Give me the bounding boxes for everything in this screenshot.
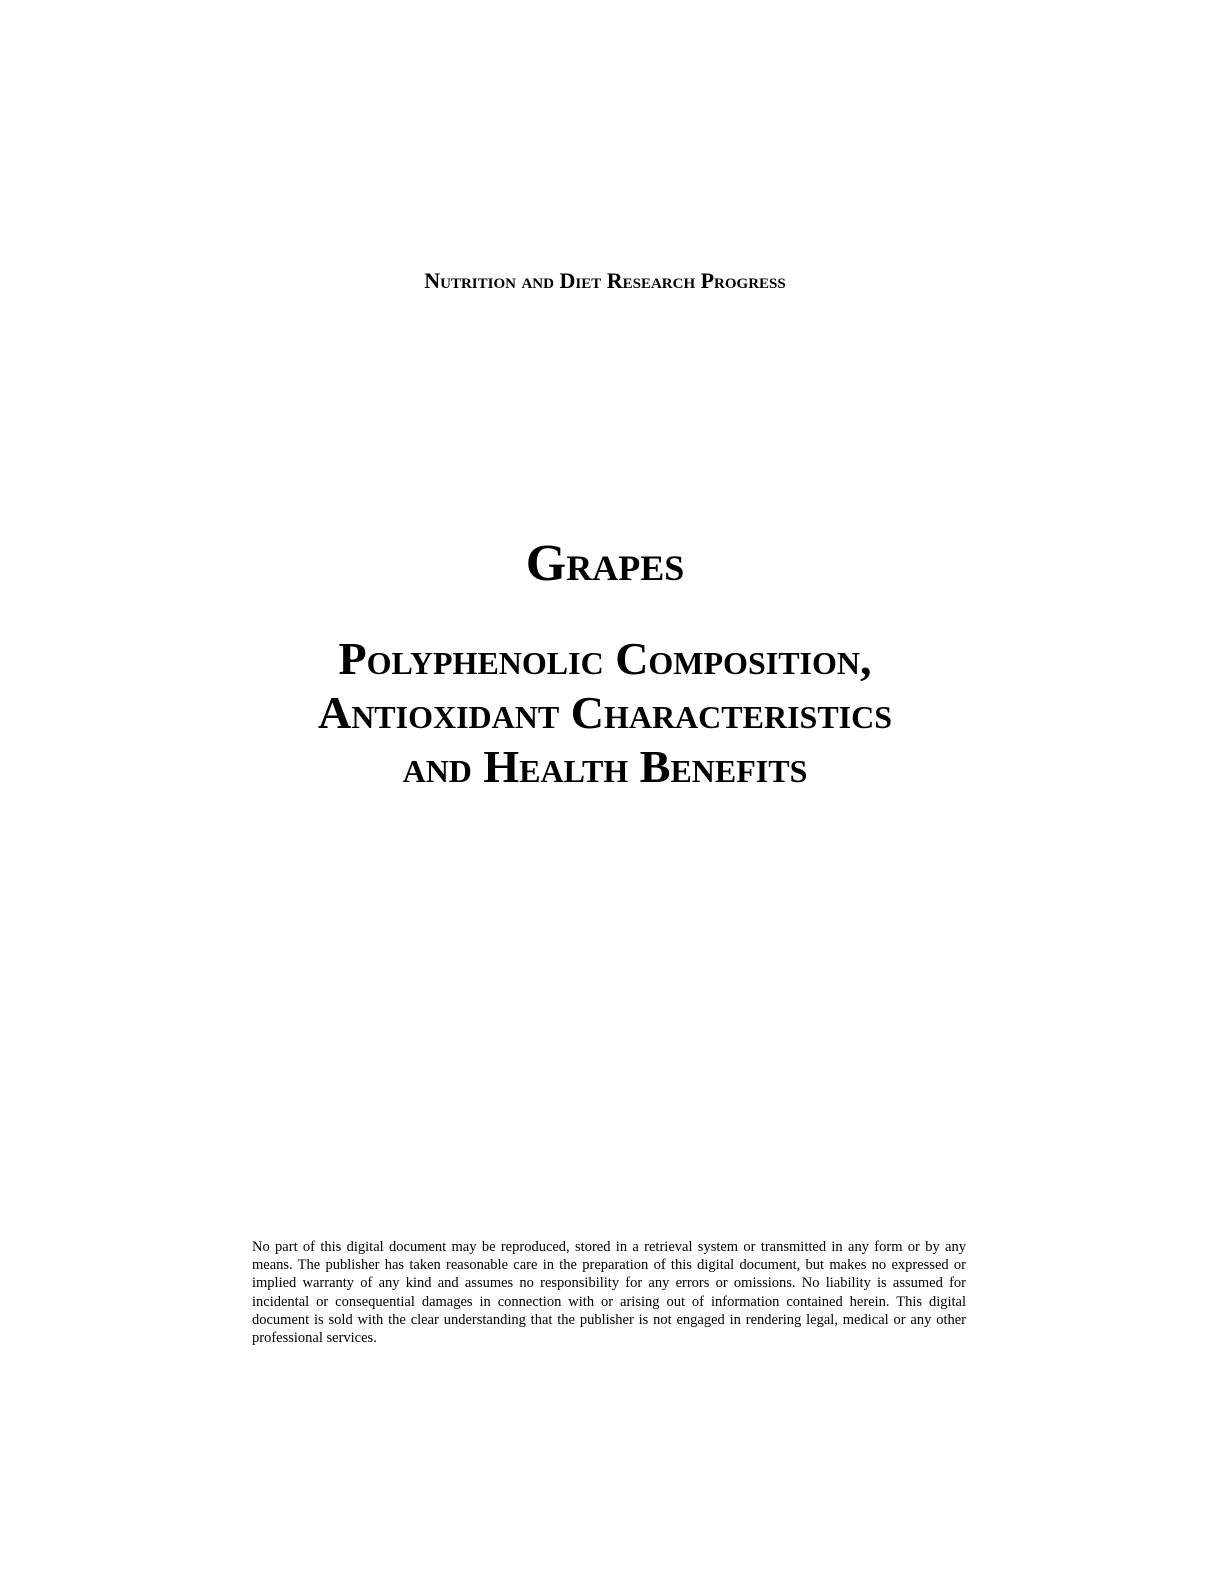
subtitle-line-2: Antioxidant Characteristics [317,687,893,738]
book-title: Grapes [525,535,685,592]
subtitle-line-1: Polyphenolic Composition, [338,633,872,684]
copyright-disclaimer: No part of this digital document may be reproduced, stored in a retrieval system or transmitted in any form or by any means. The publisher has taken reasonable care in the preparation of this digital document, but makes no expressed or implied warranty of any kind and assumes no responsibility for any errors or omissions. No liability is assumed for incidental or consequential damages in connection with or arising out of information contained herein. This digital document is sold with the clear understanding that the publisher is not engaged in rendering legal, medical or any other professional services. [252,1239,966,1347]
subtitle-line-3: and Health Benefits [402,741,808,792]
series-title: Nutrition and Diet Research Progress [424,268,786,293]
book-subtitle [0,632,1210,794]
